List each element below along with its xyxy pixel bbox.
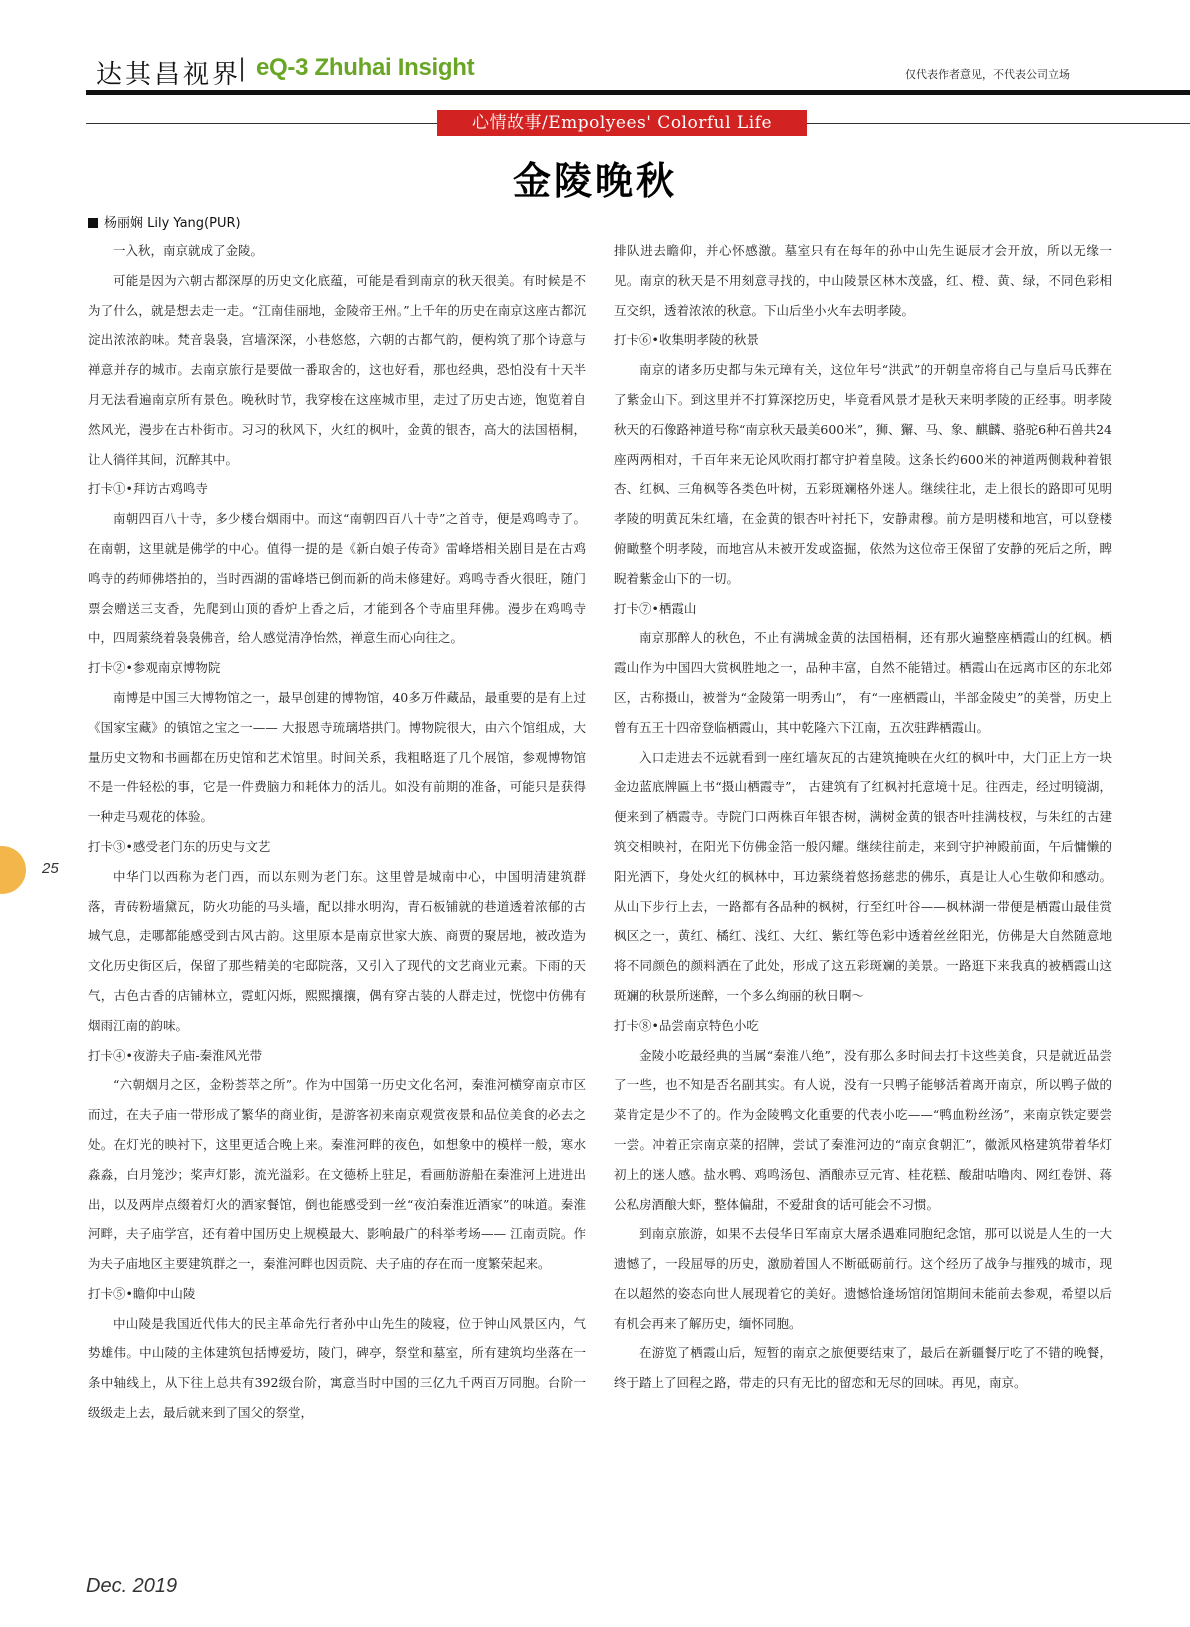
body-paragraph: 排队进去瞻仰，并心怀感激。墓室只有在每年的孙中山先生诞辰才会开放，所以无缘一见。南京的秋天是不用刻意寻找的，中山陵景区林木茂盛，红、橙、黄、绿，不同色彩相互交织，透着浓浓的秋意。下山后坐小火车去明孝陵。 (614, 243, 1112, 318)
section-heading: 打卡②•参观南京博物院 (88, 660, 221, 676)
section-heading: 打卡⑥•收集明孝陵的秋景 (614, 332, 759, 348)
body-paragraph: “六朝烟月之区，金粉荟萃之所”。作为中国第一历史文化名河，秦淮河横穿南京市区而过，在夫子庙一带形成了繁华的商业街，是游客初来南京观赏夜景和品位美食的必去之处。在灯光的映衬下，这里更适合晚上来。秦淮河畔的夜色，如想象中的模样一般，寒水淼淼，白月笼沙；桨声灯影，流光溢彩。在文德桥上驻足，看画舫游船在秦淮河上进进出出，以及两岸点缀着灯火的酒家餐馆，倒也能感受到一丝“夜泊秦淮近酒家”的味道。秦淮河畔，夫子庙学宫，还有着中国历史上规模最大、影响最广的科举考场—— 江南贡院。作为夫子庙地区主要建筑群之一，秦淮河畔也因贡院、夫子庙的存在而一度繁荣起来。 (88, 1077, 586, 1272)
section-heading: 打卡⑦•栖霞山 (614, 600, 697, 616)
body-paragraph: 入口走进去不远就看到一座红墙灰瓦的古建筑掩映在火红的枫叶中，大门正上方一块金边蓝底牌匾上书“摄山栖霞寺”， 古建筑有了红枫衬托意境十足。往西走，经过明镜湖，便来到了栖霞寺。寺院门口两株百年银杏树，满树金黄的银杏叶挂满枝杈，与朱红的古建筑交相映衬，在阳光下仿佛金箔一般闪耀。继续往前走，来到守护神殿前面，午后慵懒的阳光洒下，身处火红的枫林中，耳边萦绕着悠扬慈悲的佛乐，真是让人心生敬仰和感动。从山下步行上去，一路都有各品种的枫树，行至红叶谷——枫林湖一带便是栖霞山最佳赏枫区之一，黄红、橘红、浅红、大红、紫红等色彩中透着丝丝阳光，仿佛是大自然随意地将不同颜色的颜料洒在了此处，形成了这五彩斑斓的美景。一路逛下来我真的被栖霞山这斑斓的秋景所迷醉，一个多么绚丽的秋日啊～ (614, 749, 1112, 1003)
body-paragraph: 中华门以西称为老门西，而以东则为老门东。这里曾是城南中心，中国明清建筑群落，青砖粉墙黛瓦，防火功能的马头墙，配以排水明沟，青石板铺就的巷道透着浓郁的古城气息，走哪都能感受到古风古韵。这里原本是南京世家大族、商贾的聚居地，被改造为文化历史街区后，保留了那些精美的宅邸院落，又引入了现代的文艺商业元素。下雨的天气，古色古香的店铺林立，霓虹闪烁，熙熙攘攘，偶有穿古装的人群走过，恍惚中仿佛有烟雨江南的韵味。 (88, 868, 586, 1033)
author-name: 杨丽娴 Lily Yang(PUR) (104, 216, 241, 231)
brand-english-name: eQ-3 Zhuhai Insight (256, 54, 475, 81)
section-heading: 打卡③•感受老门东的历史与文艺 (88, 838, 271, 854)
body-paragraph: 一入秋，南京就成了金陵。 (113, 243, 264, 258)
article-title: 金陵晚秋 (512, 158, 677, 203)
article-column-right (614, 236, 1112, 1398)
section-heading: 打卡④•夜游夫子庙-秦淮风光带 (88, 1047, 263, 1063)
section-banner: 心情故事/Empolyees' Colorful Life (437, 110, 807, 136)
section-heading: 打卡⑧•品尝南京特色小吃 (614, 1017, 759, 1033)
body-paragraph: 南京的诸多历史都与朱元璋有关，这位年号“洪武”的开朝皇帝将自己与皇后马氏葬在了紫金山下。到这里并不打算深挖历史，毕竟看风景才是秋天来明孝陵的正经事。明孝陵秋天的石像路神道号称“南京秋天最美600米”，狮、獬、马、象、麒麟、骆驼6种石兽共24座两两相对，千百年来无论风吹雨打都守护着皇陵。这条长约600米的神道两侧栽种着银杏、红枫、三角枫等各类色叶树，五彩斑斓格外迷人。继续往北，走上很长的路即可见明孝陵的明黄瓦朱红墙，在金黄的银杏叶衬托下，安静肃穆。前方是明楼和地宫，可以登楼俯瞰整个明孝陵，而地宫从未被开发或盗掘，依然为这位帝王保留了安静的死后之所，睥睨着紫金山下的一切。 (614, 362, 1112, 586)
author-byline (88, 212, 241, 231)
body-paragraph: 中山陵是我国近代伟大的民主革命先行者孙中山先生的陵寝，位于钟山风景区内，气势雄伟。中山陵的主体建筑包括博爱坊，陵门，碑亭，祭堂和墓室，所有建筑均坐落在一条中轴线上，从下往上总共有392级台阶，寓意当时中国的三亿九千两百万同胞。台阶一级级走上去，最后就来到了国父的祭堂， (88, 1315, 586, 1421)
page-header (88, 52, 1190, 92)
article-column-left (88, 236, 586, 1428)
body-paragraph: 到南京旅游，如果不去侵华日军南京大屠杀遇难同胞纪念馆，那可以说是人生的一大遗憾了，一段屈辱的历史，激励着国人不断砥砺前行。这个经历了战争与摧残的城市，现在以超然的姿态向世人展现着它的美好。遗憾恰逢场馆闭馆期间未能前去参观，希望以后有机会再来了解历史，缅怀同胞。 (614, 1226, 1112, 1331)
body-paragraph: 南朝四百八十寺，多少楼台烟雨中。而这“南朝四百八十寺”之首寺，便是鸡鸣寺了。在南朝，这里就是佛学的中心。值得一提的是《新白娘子传奇》雷峰塔相关剧目是在古鸡鸣寺的药师佛塔拍的，当时西湖的雷峰塔已倒而新的尚未修建好。鸡鸣寺香火很旺，随门票会赠送三支香，先爬到山顶的香炉上香之后，才能到各个寺庙里拜佛。漫步在鸡鸣寺中，四周萦绕着袅袅佛音，给人感觉清净怡然，禅意生而心向往之。 (88, 511, 586, 646)
brand-chinese-name: 达其昌视界 (96, 60, 242, 90)
body-paragraph: 金陵小吃最经典的当属“秦淮八绝”，没有那么多时间去打卡这些美食，只是就近品尝了一些，也不知是否名副其实。有人说，没有一只鸭子能够活着离开南京，所以鸭子做的菜肯定是少不了的。作为金陵鸭文化重要的代表小吃——“鸭血粉丝汤”，来南京铁定要尝一尝。冲着正宗南京菜的招牌，尝试了秦淮河边的“南京食朝汇”，徽派风格建筑带着华灯初上的迷人感。盐水鸭、鸡鸣汤包、酒酿赤豆元宵、桂花糕、酸甜咕噜肉、网红卷饼、蒋公私房酒酿大虾，整体偏甜，不爱甜食的话可能会不习惯。 (614, 1047, 1112, 1212)
disclaimer-text: 仅代表作者意见，不代表公司立场 (905, 68, 1070, 81)
bullet-square-icon (88, 218, 98, 228)
section-heading: 打卡①•拜访古鸡鸣寺 (88, 481, 208, 497)
body-paragraph: 南博是中国三大博物馆之一，最早创建的博物馆，40多万件藏品，最重要的是有上过《国家宝藏》的镇馆之宝之一—— 大报恩寺琉璃塔拱门。博物院很大，由六个馆组成，大量历史文物和书画都在历史馆和艺术馆里。时间关系，我粗略逛了几个展馆，参观博物馆不是一件轻松的事，它是一件费脑力和耗体力的活儿。如没有前期的准备，可能只是获得一种走马观花的体验。 (88, 689, 586, 825)
page-tab-marker (0, 846, 26, 894)
section-heading: 打卡⑤•瞻仰中山陵 (88, 1285, 196, 1301)
header-rule (86, 90, 1190, 95)
brand-separator: | (238, 54, 247, 82)
body-paragraph: 南京那醉人的秋色，不止有满城金黄的法国梧桐，还有那火遍整座栖霞山的红枫。栖霞山作为中国四大赏枫胜地之一，品种丰富，自然不能错过。栖霞山在远离市区的东北郊区，古称摄山，被誉为“金陵第一明秀山”， 有“一座栖霞山，半部金陵史”的美誉，历史上曾有五王十四帝登临栖霞山，其中乾隆六下江南，五次驻跸栖霞山。 (614, 630, 1112, 735)
body-paragraph: 在游览了栖霞山后，短暂的南京之旅便要结束了，最后在新疆餐厅吃了不错的晚餐，终于踏上了回程之路，带走的只有无比的留恋和无尽的回味。再见，南京。 (614, 1345, 1112, 1391)
body-paragraph: 可能是因为六朝古都深厚的历史文化底蕴，可能是看到南京的秋天很美。有时候是不为了什么，就是想去走一走。“江南佳丽地，金陵帝王州。”上千年的历史在南京这座古都沉淀出浓浓韵味。梵音袅袅，宫墙深深，小巷悠悠，六朝的古都气韵，便构筑了那个诗意与禅意并存的城市。去南京旅行是要做一番取舍的，这也好看，那也经典，恐怕没有十天半月无法看遍南京所有景色。晚秋时节，我穿梭在这座城市里，走过了历史古迹，饱览着自然风光，漫步在古朴街市。习习的秋风下，火红的枫叶，金黄的银杏，高大的法国梧桐，让人徜徉其间，沉醉其中。 (88, 272, 586, 467)
issue-date: Dec. 2019 (86, 1575, 178, 1597)
page-number: 25 (42, 860, 59, 877)
